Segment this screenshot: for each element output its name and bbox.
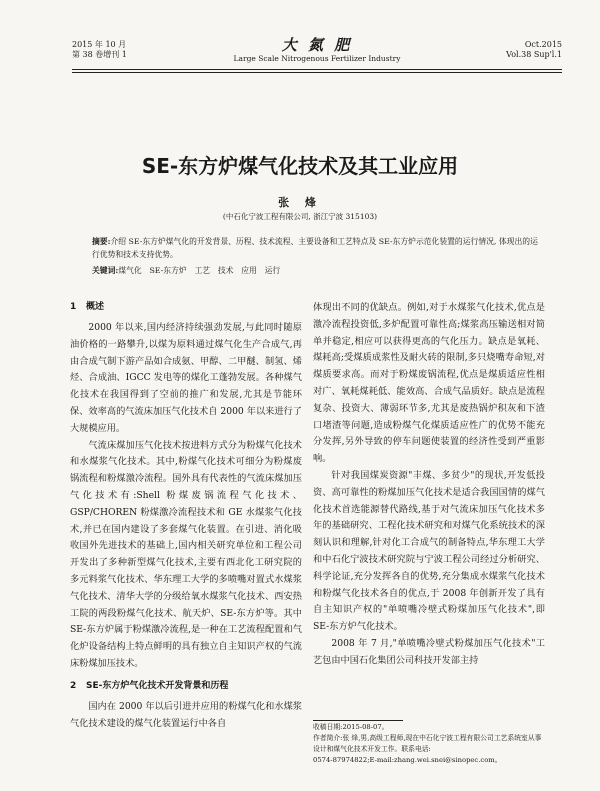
keywords-label: 关键词: <box>92 266 119 275</box>
keywords-text: 煤气化 SE-东方炉 工艺 技术 应用 运行 <box>118 266 281 275</box>
header-rule <box>72 69 562 70</box>
abstract-text: 介绍 SE-东方炉煤气化的开发背景、历程、技术流程、主要设备和工艺特点及 SE-东方炉示范化装置的运行情况, 体现出的运行优势和技术支持优势。 <box>92 237 538 259</box>
section-title: 概述 <box>86 302 105 312</box>
page-header <box>72 36 562 72</box>
header-rule-thin <box>72 72 562 73</box>
section-heading <box>70 300 302 314</box>
right-column <box>313 300 545 670</box>
header-date: 2015 年 10 月 <box>72 40 127 49</box>
keywords <box>92 264 538 277</box>
footnote-rule <box>313 720 403 721</box>
paragraph: 体现出不同的优缺点。例如,对于水煤浆气化技术,优点是激冷流程投资低,多炉配置可靠性高;煤浆高压输送相对简单并稳定,相应可以获得更高的气化压力。缺点是氧耗、煤耗高;受煤质成浆性及耐火砖的限制,多只烧嘴寿命短,对煤质要求高。而对于粉煤废锅流程,优点是煤质适应性相对广、氧耗煤耗低、能效高、合成气品质好。缺点是流程复杂、投资大、薄弱环节多,尤其是废热锅炉积灰和下渣口堵渣等问题,造成粉煤气化煤质适应性广的优势不能充分发挥,另外导致的停车问题使装置的经济性受到严重影响。 <box>313 302 545 465</box>
journal-logo: 大 氮 肥 <box>281 36 353 54</box>
header-date-en: Oct.2015 <box>524 40 562 49</box>
article-title: SE-东方炉煤气化技术及其工业应用 <box>141 154 459 178</box>
left-column <box>70 300 302 732</box>
section-number: 2 <box>70 680 77 691</box>
abstract <box>92 235 538 261</box>
header-date-volume-en <box>506 40 562 60</box>
article-affiliation: (中石化宁波工程有限公司, 浙江宁波 315103) <box>222 212 378 221</box>
article-author: 张 烽 <box>278 196 322 209</box>
section-number: 1 <box>70 302 77 312</box>
paragraph: 国内在 2000 年以后引进并应用的粉煤气化和水煤浆气化技术建设的煤气化装置运行中各自 <box>70 700 302 729</box>
paragraph: 针对我国煤炭资源"丰煤、多贫少"的现状,开发低投资、高可靠性的粉煤加压气化技术是适合我国国情的煤气化技术首选能源替代路线,基于对气流床加压气化技术多年的基础研究、工程化技术研究和对煤气化系统技术的深刻认识和理解,针对化工合成气的制备特点,华东理工大学和中石化宁波技术研究院与宁波工程公司经过分析研究、科学论证,充分发挥各自的优势,充分集成水煤浆气化技术和粉煤气化技术各自的优点,于 2008 年创新开发了具有自主知识产权的"单喷嘴冷壁式粉煤加压气化技术",即 SE-东方炉气化技术。 <box>313 469 545 633</box>
journal-name-en: Large Scale Nitrogenous Fertilizer Industry <box>233 54 401 63</box>
header-date-volume <box>72 40 127 60</box>
paragraph: 2008 年 7 月,"单喷嘴冷壁式粉煤加压气化技术"工艺包由中国石化集团公司科技开发部主持 <box>313 637 545 666</box>
header-journal <box>202 36 432 64</box>
paragraph: 2000 年以来,国内经济持续强劲发展,与此同时随原油价格的一路攀升,以煤为原料通过煤气化生产合成气,再由合成气制下游产品如合成氨、甲醇、二甲醚、制氢、烯烃、合成油、IGCC 发电等的煤化工蓬勃发展。各种煤气化技术在我国得到了空前的推广和发展,尤其是节能环保、效率高的气流床加压气化技术自 2000 年以来进行了大规模应用。 <box>70 322 302 434</box>
paragraph: 气流床煤加压气化技术按进料方式分为粉煤气化技术和水煤浆气化技术。其中,粉煤气化技术可细分为粉煤废锅流程和粉煤激冷流程。国外具有代表性的气流床煤加压气化技术有:Shell 粉煤废锅流程气化技术、GSP/CHOREN 粉煤激冷流程技术和 GE 水煤浆气化技术,并已在国内建设了多套煤气化装置。在引进、消化吸收国外先进技术的基础上,国内相关研究单位和工程公司开发出了多种新型煤气化技术,主要有西北化工研究院的多元料浆气化技术、华东理工大学的多喷嘴对置式水煤浆气化技术、清华大学的分级给氧水煤浆气化技术、西安热工院的两段粉煤气化技术、航天炉、SE-东方炉等。其中 SE-东方炉属于粉煤激冷流程,是一种在工艺流程配置和气化炉设备结构上特点鲜明的具有独立自主知识产权的气流床粉煤加压技术。 <box>70 439 302 669</box>
section-heading <box>70 679 302 693</box>
footnote-line: 收稿日期:2015-08-07。 <box>313 723 389 731</box>
footnote-line: 0574-87974822;E-mail:zhang.wei.snei@sinopec.com。 <box>313 756 502 764</box>
header-volume: 第 38 卷增刊 1 <box>72 50 127 59</box>
footnote <box>313 722 545 766</box>
footnote-line: 作者简介:张 烽,男,高级工程师,现在中石化宁波工程有限公司工艺系统室从事设计和煤气化技术开发工作。联系电话: <box>313 734 542 753</box>
abstract-label: 摘要: <box>92 237 111 246</box>
section-title: SE-东方炉气化技术开发背景和历程 <box>86 680 229 691</box>
header-volume-en: Vol.38 Sup'l.1 <box>506 50 562 59</box>
